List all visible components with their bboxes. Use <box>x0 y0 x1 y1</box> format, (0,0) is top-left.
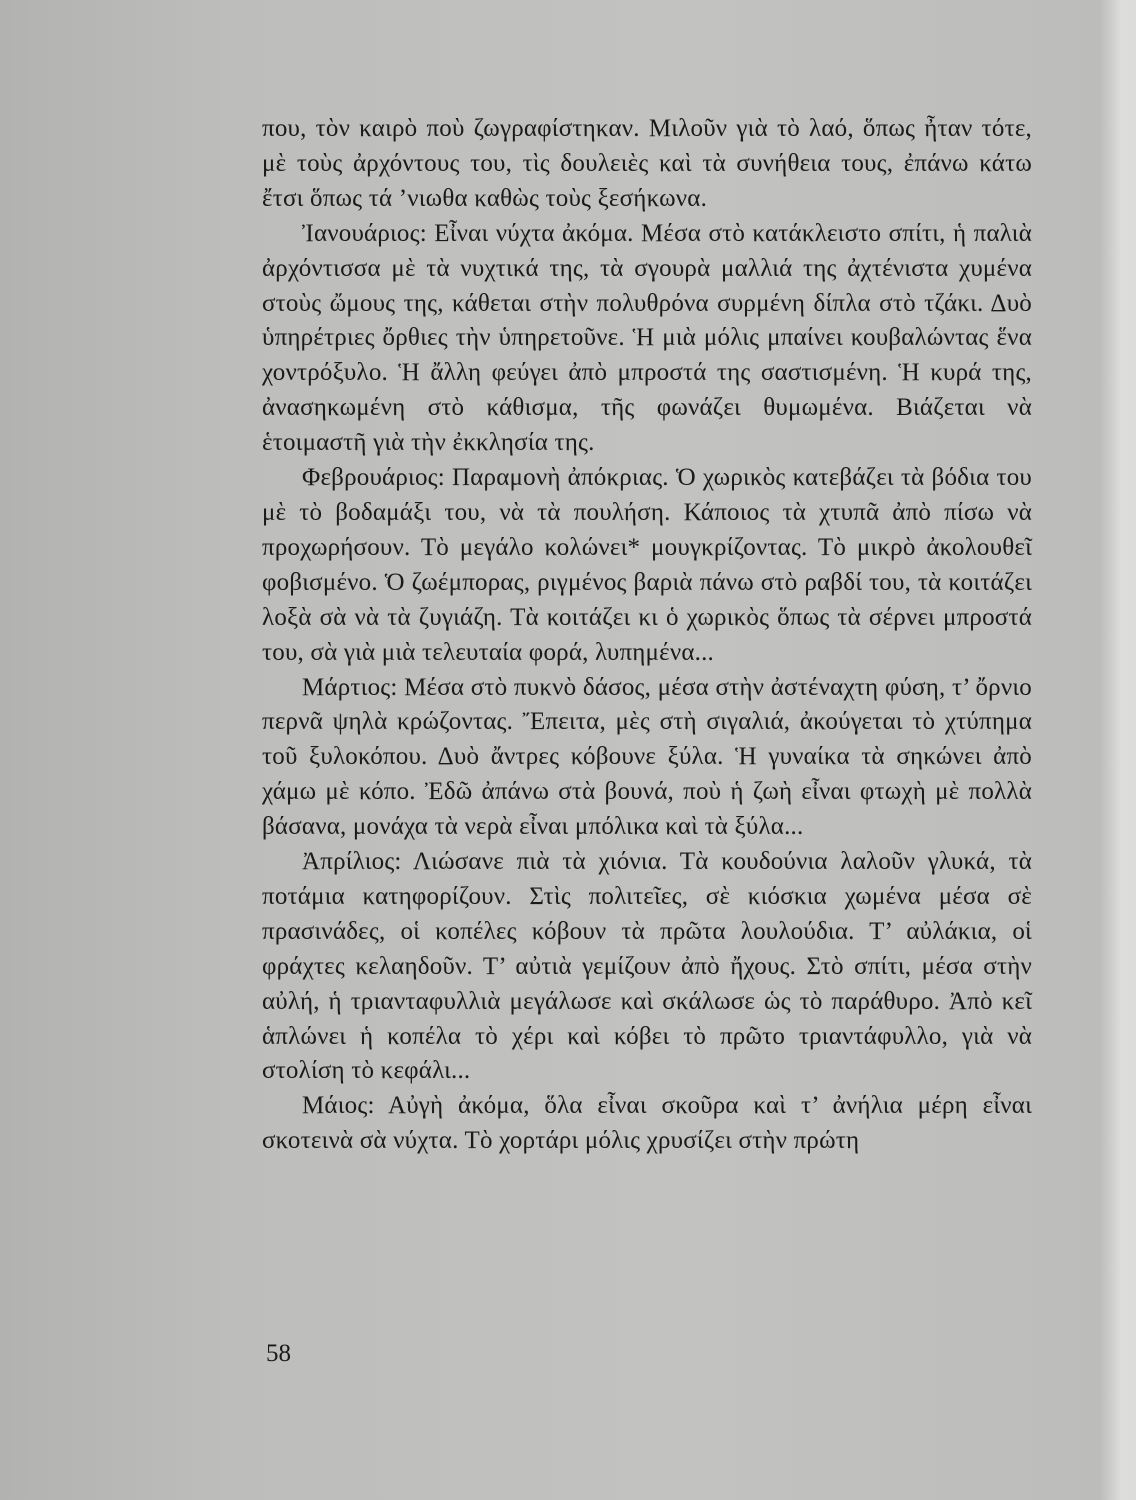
paragraph-january: Ἰανουάριος: Εἶναι νύχτα ἀκόμα. Μέσα στὸ κατάκλειστο σπίτι, ἡ παλιὰ ἀρχόντισσα μὲ τὰ νυχτικά της, τὰ σγουρὰ μαλλιά της ἀχτένιστα χυμένα στοὺς ὤμους της, κάθεται στὴν πολυθρόνα συρμένη δίπλα στὸ τζάκι. Δυὸ ὑπηρέτριες ὄρθιες τὴν ὑπηρετοῦνε. Ἡ μιὰ μόλις μπαίνει κουβαλώντας ἕνα χοντρόξυλο. Ἡ ἄλλη φεύγει ἀπὸ μπροστά της σαστισμένη. Ἡ κυρά της, ἀνασηκωμένη στὸ κάθισμα, τῆς φωνάζει θυμωμένα. Βιάζεται νὰ ἑτοιμαστῆ γιὰ τὴν ἐκκλησία της. <box>262 219 1032 457</box>
paragraph-march: Μάρτιος: Μέσα στὸ πυκνὸ δάσος, μέσα στὴν ἀστέναχτη φύση, τ’ ὄρνιο περνᾶ ψηλὰ κρώζοντας. Ἔπειτα, μὲς στὴ σιγαλιά, ἀκούγεται τὸ χτύπημα τοῦ ξυλοκόπου. Δυὸ ἄντρες κόβουνε ξύλα. Ἡ γυναίκα τὰ σηκώνει ἀπὸ χάμω μὲ κόπο. Ἐδῶ ἀπάνω στὰ βουνά, ποὺ ἡ ζωὴ εἶναι φτωχὴ μὲ πολλὰ βάσανα, μονάχα τὰ νερὰ εἶναι μπόλικα καὶ τὰ ξύλα... <box>262 673 1032 841</box>
page-number: 58 <box>266 1340 291 1367</box>
paragraph-may: Μάιος: Αὐγὴ ἀκόμα, ὅλα εἶναι σκοῦρα καὶ τ’ ἀνήλια μέρη εἶναι σκοτεινὰ σὰ νύχτα. Τὸ χορτάρι μόλις χρυσίζει στὴν πρώτη <box>262 1092 1032 1155</box>
paragraph-intro: που, τὸν καιρὸ ποὺ ζωγραφίστηκαν. Μιλοῦν γιὰ τὸ λαό, ὅπως ἦταν τότε, μὲ τοὺς ἀρχόντους του, τὶς δουλειὲς καὶ τὰ συνήθεια τους, ἐπάνω κάτω ἔτσι ὅπως τά ’νιωθα καθὼς τοὺς ξεσήκωνα. <box>262 115 1032 212</box>
page-edge-shadow <box>1100 0 1136 1500</box>
body-text <box>262 112 1032 1159</box>
paragraph-february: Φεβρουάριος: Παραμονὴ ἀπόκριας. Ὁ χωρικὸς κατεβάζει τὰ βόδια του μὲ τὸ βοδαμάξι του, νὰ τὰ πουλήση. Κάποιος τὰ χτυπᾶ ἀπὸ πίσω νὰ προχωρήσουν. Τὸ μεγάλο κολώνει* μουγκρίζοντας. Τὸ μικρὸ ἀκολουθεῖ φοβισμένο. Ὁ ζωέμπορας, ριγμένος βαριὰ πάνω στὸ ραβδί του, τὰ κοιτάζει λοξὰ σὰ νὰ τὰ ζυγιάζη. Τὰ κοιτάζει κι ὁ χωρικὸς ὅπως τὰ σέρνει μπροστά του, σὰ γιὰ μιὰ τελευταία φορά, λυπημένα... <box>262 464 1032 666</box>
paragraph-april: Ἀπρίλιος: Λιώσανε πιὰ τὰ χιόνια. Τὰ κουδούνια λαλοῦν γλυκά, τὰ ποτάμια κατηφορίζουν. Στὶς πολιτεῖες, σὲ κιόσκια χωμένα μέσα σὲ πρασινάδες, οἱ κοπέλες κόβουν τὰ πρῶτα λουλούδια. Τ’ αὐλάκια, οἱ φράχτες κελαηδοῦν. Τ’ αὐτιὰ γεμίζουν ἀπὸ ἤχους. Στὸ σπίτι, μέσα στὴν αὐλή, ἡ τριανταφυλλιὰ μεγάλωσε καὶ σκάλωσε ὡς τὸ παράθυρο. Ἀπὸ κεῖ ἁπλώνει ἡ κοπέλα τὸ χέρι καὶ κόβει τὸ πρῶτο τριαντάφυλλο, γιὰ νὰ στολίση τὸ κεφάλι... <box>262 848 1032 1085</box>
